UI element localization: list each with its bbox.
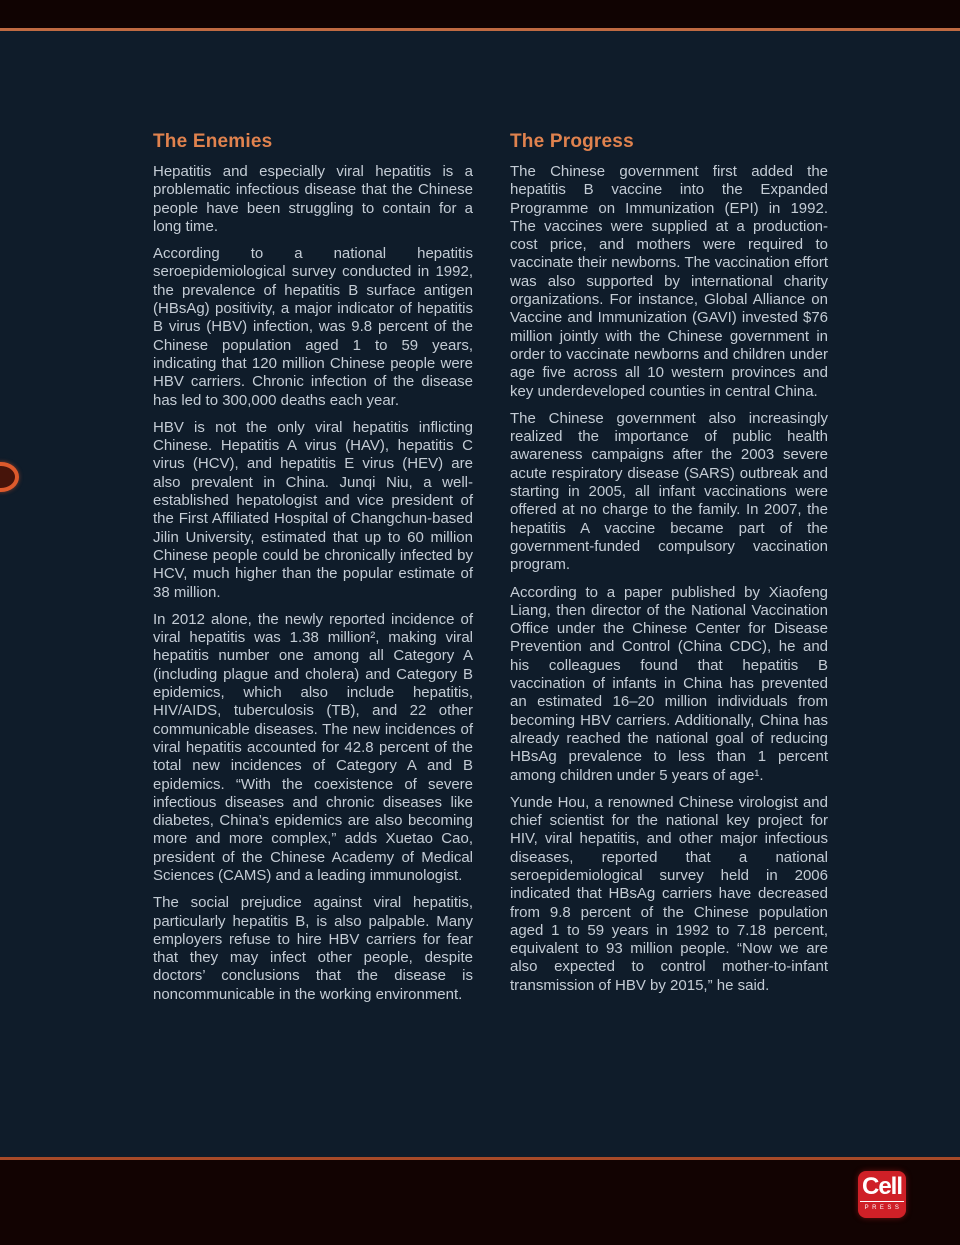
paragraph-enemies-1: Hepatitis and especially viral hepatitis is a problematic infectious disease that the Chinese people have been struggling to contain for a long time. bbox=[153, 163, 473, 235]
left-edge-ring-decoration bbox=[0, 462, 19, 492]
paragraph-enemies-3: HBV is not the only viral hepatitis inflicting Chinese. Hepatitis A virus (HAV), hepatitis C virus (HCV), and hepatitis E virus (HEV) are also prevalent in China. Junqi Niu, a well-established hepatologist and vice president of the First Affiliated Hospital of Changchun-based Jilin University, estimated that up to 60 million Chinese people could be chronically infected by HCV, much higher than the popular estimate of 38 million. bbox=[153, 418, 473, 601]
paragraph-enemies-5: The social prejudice against viral hepatitis, particularly hepatitis B, is also palpable. Many employers refuse to hire HBV carriers for fear that they may infect other people, despite doctors’ conclusions that the disease is noncommunicable in the working environment. bbox=[153, 894, 473, 1003]
section-the-progress bbox=[510, 131, 828, 1013]
bottom-band bbox=[0, 1160, 960, 1245]
paragraph-progress-2: The Chinese government also increasingly realized the importance of public health awareness campaigns after the 2003 severe acute respiratory disease (SARS) outbreak and starting in 2005, all infant vaccinations were offered at no charge to the family. In 2007, the hepatitis A vaccine became part of the government-funded compulsory vaccination program. bbox=[510, 409, 828, 574]
section-heading-progress: The Progress bbox=[510, 131, 634, 152]
paragraph-enemies-4: In 2012 alone, the newly reported incidence of viral hepatitis was 1.38 million², making viral hepatitis number one among all Category A (including plague and cholera) and Category B epidemics, which also include hepatitis, HIV/AIDS, tuberculosis (TB), and 22 other communicable diseases. The new incidences of viral hepatitis accounted for 42.8 percent of the total new incidences of Category A and B epidemics. “With the coexistence of severe infectious diseases and chronic diseases like diabetes, China’s epidemics are also becoming more and more complex,” adds Xuetao Cao, president of the Chinese Academy of Medical Sciences (CAMS) and a leading immunologist. bbox=[153, 610, 473, 884]
cell-logo-title: Cell bbox=[861, 1173, 902, 1200]
top-rule bbox=[0, 28, 960, 31]
paragraph-enemies-2: According to a national hepatitis seroepidemiological survey conducted in 1992, the prevalence of hepatitis B surface antigen (HBsAg) positivity, a major indicator of hepatitis B virus (HBV) infection, was 9.8 percent of the Chinese population aged 1 to 59 years, indicating that 120 million Chinese people were HBV carriers. Chronic infection of the disease has led to 300,000 deaths each year. bbox=[153, 245, 473, 409]
article-content bbox=[153, 131, 828, 1013]
section-the-enemies bbox=[153, 131, 473, 1013]
cell-press-logo bbox=[858, 1171, 906, 1218]
cell-logo-subtitle: PRESS bbox=[864, 1205, 903, 1211]
section-heading-enemies: The Enemies bbox=[153, 131, 273, 152]
paragraph-progress-3: According to a paper published by Xiaofeng Liang, then director of the National Vaccination Office under the Chinese Center for Disease Prevention and Control (China CDC), he and his colleagues found that hepatitis B vaccination of infants in China has prevented an estimated 16–20 million individuals from becoming HBV carriers. Additionally, China has already reached the national goal of reducing HBsAg prevalence to less than 1 percent among children under 5 years of age¹. bbox=[510, 583, 828, 784]
paragraph-progress-1: The Chinese government first added the hepatitis B vaccine into the Expanded Programme on Immunization (EPI) in 1992. The vaccines were supplied at a production-cost price, and mothers were required to vaccinate their newborns. The vaccination effort was also supported by international charity organizations. For instance, Global Alliance on Vaccine and Immunization (GAVI) invested $76 million jointly with the Chinese government in order to vaccinate newborns and children under age five across all 10 western provinces and key underdeveloped counties in central China. bbox=[510, 163, 828, 400]
paragraph-progress-4: Yunde Hou, a renowned Chinese virologist and chief scientist for the national key project for HIV, viral hepatitis, and other major infectious diseases, reported that a national seroepidemiological survey held in 2006 indicated that HBsAg carriers have decreased from 9.8 percent of the Chinese population aged 1 to 59 years in 1992 to 7.18 percent, equivalent to 93 million people. “Now we are also expected to control mother-to-infant transmission of HBV by 2015,” he said. bbox=[510, 793, 828, 994]
top-band bbox=[0, 0, 960, 28]
